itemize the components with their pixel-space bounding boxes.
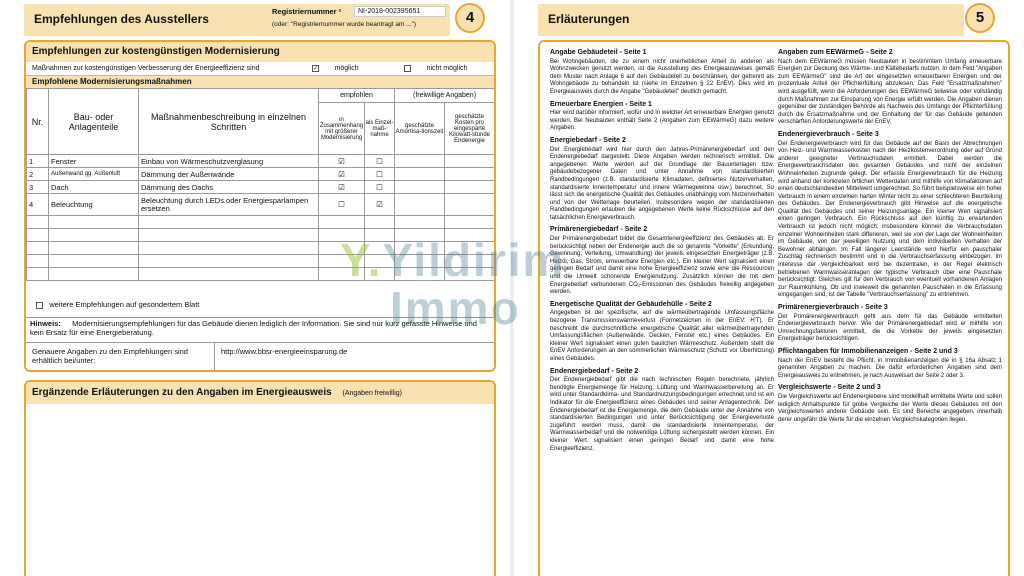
option-possible-label: möglich <box>334 65 359 72</box>
page-number: 4 <box>455 3 485 33</box>
row-desc: Beleuchtung durch LEDs oder Energiesparlampen ersetzen <box>139 194 319 216</box>
measures-subheading: Empfohlene Modernisierungsmaßnahmen <box>26 76 494 88</box>
row-in-context-checkbox[interactable]: ☑ <box>319 168 365 181</box>
hint-text: Modernisierungsempfehlungen für das Gebäude dienen lediglich der Information. Sie sind nur kurz gefasste Hinweise und kein Ersatz für eine Energieberatung. <box>30 319 477 337</box>
feasibility-row <box>26 62 494 76</box>
row-in-context-checkbox[interactable]: ☑ <box>319 181 365 194</box>
registration-note: (oder: "Registriernummer wurde beantragt am ...") <box>272 21 417 28</box>
row-part: Fenster <box>49 155 139 168</box>
row-amort <box>395 155 445 168</box>
section-title <box>26 382 494 404</box>
explanation-text: Hier wird darüber informiert, wofür und in welcher Art erneuerbare Energien genutzt werden. Bei Neubauten enthält Seite 2 (Angaben zum EEWärmeG) dazu weitere Angaben. <box>550 110 774 132</box>
explanations-column-left <box>550 46 774 457</box>
measures-table <box>26 88 495 281</box>
col-desc: Maßnahmenbeschreibung in einzelnen Schritten <box>139 89 319 155</box>
checkbox-icon[interactable] <box>36 302 43 309</box>
explanation-heading: Endenergieverbrauch - Seite 3 <box>778 130 879 138</box>
explanation-heading: Primärenergieverbrauch - Seite 3 <box>778 304 888 311</box>
explanation-heading: Pflichtangaben für Immobilienanzeigen - Seite 2 und 3 <box>778 347 958 355</box>
page-header <box>538 4 964 36</box>
option-not-possible-label: nicht möglich <box>426 65 468 72</box>
registration-number: NI-2018-002395651 <box>354 6 446 17</box>
col-in-context: in Zusammenhang mit größerer Modernisierung <box>319 103 365 155</box>
checkbox-checked-icon[interactable]: ✓ <box>313 65 319 72</box>
row-cost <box>445 168 495 181</box>
row-in-context-checkbox[interactable]: ☑ <box>319 155 365 168</box>
checkbox-icon[interactable] <box>404 65 411 72</box>
reference-row <box>26 342 494 370</box>
explanations-column-right <box>778 46 1002 428</box>
row-part: Außenwand gg. Außenluft <box>49 168 139 181</box>
table-row <box>27 181 495 194</box>
row-nr: 2 <box>27 168 49 181</box>
row-in-context-checkbox[interactable]: ☐ <box>319 194 365 216</box>
explanation-heading: Primärenergiebedarf - Seite 2 <box>550 226 648 234</box>
explanation-text: Der Endenergiebedarf gibt die nach technischen Regeln berechnete, jährlich benötigte Energiemenge für Heizung, Lüftung und Warmwasserbereitung an. Er wird unter Standardklima- und Standardnutzungsbedingungen errechnet und ist ein Indikator für die Energieeffizienz eines Gebäudes und seiner Anlagentechnik. Der Endenergiebedarf ist die Energiemenge, die dem Gebäude unter der Annahme von standardisierten Bedingungen und unter Berücksichtigung der Energieverluste zugeführt werden muss, damit die standardisierte Innentemperatur, der Warmwasserbedarf und die notwendige Lüftung sichergestellt werden können. Ein kleiner Wert signalisiert einen geringen Bedarf und damit eine hohe Energieeffizienz. <box>550 377 774 452</box>
hint-block <box>26 317 494 338</box>
section-title-note: (Angaben freiwillig) <box>342 390 403 397</box>
page-number: 5 <box>965 3 995 33</box>
registration-label: Registriernummer ² <box>272 7 342 16</box>
explanation-heading: Angaben zum EEWärmeG - Seite 2 <box>778 49 893 56</box>
explanation-heading: Energiebedarf - Seite 2 <box>550 136 626 144</box>
row-amort <box>395 194 445 216</box>
page-4 <box>0 0 510 576</box>
row-cost <box>445 181 495 194</box>
table-row <box>27 194 495 216</box>
row-cost <box>445 155 495 168</box>
row-amort <box>395 168 445 181</box>
col-part: Bau- oder Anlagenteile <box>49 89 139 155</box>
row-single-checkbox[interactable]: ☐ <box>365 181 395 194</box>
reference-label: Genauere Angaben zu den Empfehlungen sind erhältlich bei/unter: <box>32 347 188 365</box>
additional-notes-section <box>24 380 496 576</box>
col-optional: (freiwillige Angaben) <box>395 89 495 103</box>
row-part: Beleuchtung <box>49 194 139 216</box>
more-recommendations-label: weitere Empfehlungen auf gesondertem Blatt <box>49 300 200 309</box>
explanation-text: Der Endenergieverbrauch wird für das Gebäude auf der Basis der Abrechnungen von Heiz- und Warmwasserkosten nach der Heizkostenverordnung oder auf Grund anderer geeigneter Verbrauchsdaten ermittelt. Dabei werden die Energieverbrauchsdaten des gesamten Gebäudes und nicht der einzelnen Wohneinheiten zugrunde gelegt. Der erfasste Energieverbrauch für die Heizung wird anhand der konkreten örtlichen Wetterdaten und mithilfe von Klimafaktoren auf einen deutschlandweiten Mittelwert umgerechnet. So führt beispielsweise ein hoher Verbrauch in einem einzelnen harten Winter nicht zu einer schlechteren Beurteilung des Gebäudes. Der Endenergieverbrauch gibt Hinweise auf die energetische Qualität des Gebäudes und seiner Heizungsanlage. Ein kleiner Wert signalisiert einen geringen Verbrauch. Ein Rückschluss auf den künftig zu erwartenden Verbrauch ist jedoch nicht möglich; insbesondere können die Verbrauchsdaten einzelner Wohneinheiten stark differieren, weil sie von der Lage der Wohneinheiten im Gebäude, von der jeweiligen Nutzung und dem individuellen Verhalten der Bewohner abhängen. Im Fall längerer Leerstände wird hierfür ein pauschaler Zuschlag rechnerisch bestimmt und in die Verbrauchserfassung einbezogen. Im Interesse der Vergleichbarkeit wird bei dezentralen, in der Regel elektrisch betriebenen Warmwasseranlagen der typische Verbrauch über eine Pauschale berücksichtigt: Gleiches gilt für den Verbrauch von eventuell vorhandenen Anlagen zur Raumkühlung. Ob und inwieweit die genannten Pauschalen in die Erfassung eingegangen sind, ist der Tabelle "Verbrauchserfassung" zu entnehmen. <box>778 140 1002 299</box>
explanation-text: Bei Wohngebäuden, die zu einem nicht unerheblichen Anteil zu anderen als Wohnzwecken genutzt werden, ist die Ausstellung des Energieausweises gemäß dem Muster nach Anlage 6 auf den Gebäudeteil zu beschränken, der getrennt als Wohngebäude zu behandeln ist (siehe im Einzelnen § 22 EnEV). Dies wird im Energieausweis durch die Angabe "Gebäudeteil" deutlich gemacht. <box>550 58 774 95</box>
col-recommended: empfohlen <box>319 89 395 103</box>
row-cost <box>445 194 495 216</box>
row-desc: Einbau von Wärmeschutzverglasung <box>139 155 319 168</box>
section-title: Empfehlungen zur kostengünstigen Modernisierung <box>26 42 494 62</box>
explanation-heading: Angabe Gebäudeteil - Seite 1 <box>550 49 647 56</box>
explanation-heading: Endenergiebedarf - Seite 2 <box>550 367 639 375</box>
explanation-heading: Erneuerbare Energien - Seite 1 <box>550 100 652 108</box>
row-desc: Dämmung der Außenwände <box>139 168 319 181</box>
section-title-text: Ergänzende Erläuterungen zu den Angaben im Energieausweis <box>32 387 332 398</box>
explanation-text: Die Vergleichswerte auf Endenergiebene sind modellhaft ermittelte Werte und sollen lediglich Anhaltspunkte für grobe Vergleiche der Werte dieses Gebäudes mit den Vergleichswerten anderer Gebäude sein. Es sind Bereiche angegeben, innerhalb derer ungefähr die Werte für die einzelnen Vergleichskategorien liegen. <box>778 393 1002 423</box>
hint-label: Hinweis: <box>30 319 61 328</box>
col-nr: Nr. <box>27 89 49 155</box>
table-row-empty <box>27 216 495 229</box>
explanation-heading: Energetische Qualität der Gebäudehülle - Seite 2 <box>550 300 712 308</box>
page-title: Erläuterungen <box>548 12 630 26</box>
watermark-logo: Y.Yildirim Immo <box>340 234 566 334</box>
table-row <box>27 168 495 181</box>
row-single-checkbox[interactable]: ☐ <box>365 168 395 181</box>
explanation-text: Der Primärenergieverbrauch geht aus dem für das Gebäude ermittelten Endenergieverbrauch hervor. Wie der Primärenergiebedarf wird er mithilfe von Umrechnungsfaktoren ermittelt, die die Vorkette der jeweils eingesetzten Energieträger berücksichtigen. <box>778 313 1002 343</box>
row-desc: Dämmung des Dachs <box>139 181 319 194</box>
explanation-text: Angegeben ist der spezifische, auf die wärmeübertragende Umfassungsfläche bezogene Transmissionswärmeverlust (Formelzeichen in der EnEV: H'T). Er beschreibt die durchschnittliche energetische Qualität aller wärmeübertragenden Umfassungsflächen (Außenwände, Decken, Fenster etc.) eines Gebäudes. Ein kleiner Wert signalisiert einen guten baulichen Wärmeschutz. Außerdem stellt die EnEV Anforderungen an den sommerlichen Wärmeschutz (Schutz vor Überhitzung) eines Gebäudes. <box>550 310 774 362</box>
explanation-text: Der Primärenergiebedarf bildet die Gesamtenergieeffizienz des Gebäudes ab. Er berücksichtigt neben der Endenergie auch die so genannte "Vorkette" (Erkundung, Gewinnung, Verteilung, Umwandlung) der jeweils eingesetzten Energieträger (z.B. Heizöl, Gas, Strom, erneuerbare Energien etc.). Ein kleiner Wert signalisiert einen geringen Bedarf und damit eine hohe Energieeffizienz sowie eine die Ressourcen und die Umwelt schonende Energienutzung. Zusätzlich können die mit dem Energiebedarf verbundenen CO₂-Emissionen des Gebäudes freiwillig angegeben werden. <box>550 236 774 296</box>
table-row-empty <box>27 242 495 255</box>
table-row-empty <box>27 255 495 268</box>
row-part: Dach <box>49 181 139 194</box>
reference-link[interactable]: http://www.bbsr-energieeinsparung.de <box>214 343 494 371</box>
col-amortisation: geschätzte Amortisa-tionszeit <box>395 103 445 155</box>
page-5 <box>514 0 1024 576</box>
row-nr: 3 <box>27 181 49 194</box>
option-not-possible[interactable] <box>404 62 467 76</box>
col-cost: geschätzte Kosten pro eingesparte Kilowatt-stunde Endenergie <box>445 103 495 155</box>
row-nr: 4 <box>27 194 49 216</box>
modernisation-section <box>24 40 496 372</box>
row-single-checkbox[interactable]: ☐ <box>365 155 395 168</box>
explanations-box <box>538 40 1010 576</box>
col-single: als Einzel-maß-nahme <box>365 103 395 155</box>
table-row-empty <box>27 229 495 242</box>
feasibility-label: Maßnahmen zur kostengünstigen Verbesserung der Energieeffizienz sind <box>32 65 260 72</box>
row-single-checkbox[interactable]: ☑ <box>365 194 395 216</box>
table-row-empty <box>27 268 495 281</box>
option-possible[interactable] <box>312 62 359 76</box>
more-recommendations-row[interactable] <box>26 300 494 309</box>
table-row <box>27 155 495 168</box>
explanation-text: Nach dem EEWärmeG müssen Neubauten in bestimmtem Umfang erneuerbare Energien zur Deckung des Wärme- und Kältebedarfs nutzen. In dem Feld "Angaben zum EEWärmeG" sind die Art der eingesetzten erneuerbaren Energien und der prozentuale Anteil der Pflichterfüllung abzulesen. Das Feld "Ersatzmaßnahmen" wird ausgefüllt, wenn die Anforderungen des EEWärmeG teilweise oder vollständig durch Maßnahmen zur Einsparung von Energie erfüllt werden. Die Angaben dienen gegenüber der zuständigen Behörde als Nachweis des Umfangs der Pflichterfüllung durch die Ersatzmaßnahme und der Einhaltung der für das Gebäude geltenden verschärften Anforderungswerte der EnEV. <box>778 58 1002 126</box>
row-nr: 1 <box>27 155 49 168</box>
page-title: Empfehlungen des Ausstellers <box>34 12 209 26</box>
page-header <box>24 4 450 36</box>
explanation-heading: Vergleichswerte - Seite 2 und 3 <box>778 384 881 392</box>
explanation-text: Nach der EnEV besteht die Pflicht, in Immobilienanzeigen die in § 16a Absatz 1 genannten Angaben zu machen. Die dafür erforderlichen Angaben sind dem Energieausweis zu entnehmen, je nach Ausweisart der Seite 2 oder 3. <box>778 357 1002 379</box>
explanation-text: Der Energiebedarf wird hier durch den Jahres-Primärenergiebedarf und den Endenergiebedarf dargestellt. Diese Angaben werden rechnerisch ermittelt. Die angegebenen Werte werden auf der Grundlage der Bauunterlagen bzw. gebäudebezogener Daten und unter Annahme von standardisierten Randbedingungen (z.B. standardisierte Klimadaten, definiertes Nutzerverhalten, standardisierte Innentemperatur und innere Wärmegewinne usw.) berechnet. So lässt sich die energetische Qualität des Gebäudes unabhängig vom Nutzerverhalten und von der Wetterlage beurteilen. Insbesondere wegen der standardisierten Randbedingungen erlauben die angegebenen Werte keine Rückschlüsse auf den tatsächlichen Energieverbrauch. <box>550 146 774 221</box>
row-amort <box>395 181 445 194</box>
